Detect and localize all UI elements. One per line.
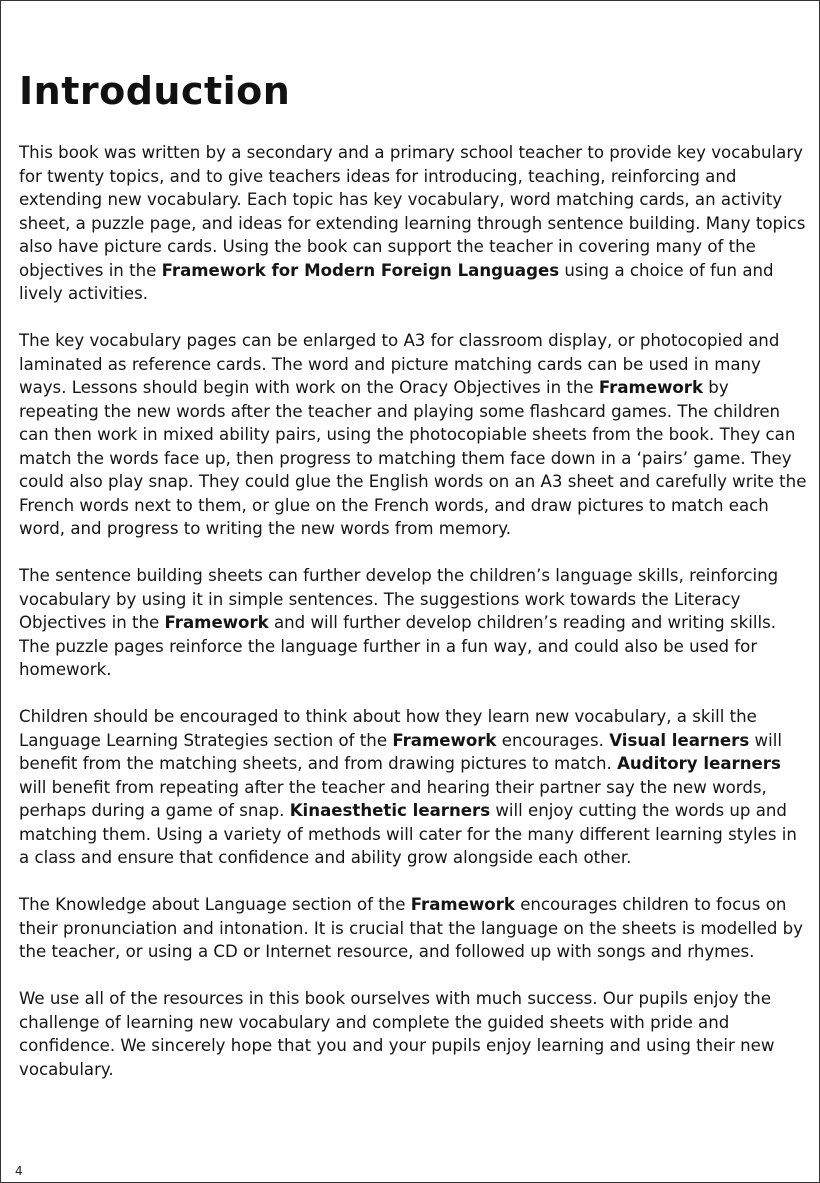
text-run: Children should be encouraged to think about how they learn new vocabulary, a skill the Language Learning Strategies section of the [19, 707, 757, 750]
bold-run: Kinaesthetic learners [289, 801, 491, 820]
bold-run: Framework for Modern Foreign Languages [161, 260, 560, 280]
text-run: will benefit from the matching sheets, and from drawing pictures to match. [19, 730, 782, 773]
page-number: 4 [15, 1164, 23, 1178]
text-run: will benefit from repeating after the teacher and hearing their partner say the new words, perhaps during a game of snap. [19, 777, 767, 820]
bold-run: Framework [598, 378, 704, 397]
text-run: and will further develop children’s reading and writing skills. The puzzle pages reinforce the language further in a fun way, and could also be used for homework. [19, 613, 776, 679]
text-run: will enjoy cutting the words up and matching them. Using a variety of methods will cater for the many different learning styles in a class and ensure that confidence and ability grow alongside each other. [19, 801, 797, 867]
text-run: We use all of the resources in this book ourselves with much success. Our pupils enjoy the challenge of learning new vocabulary and complete the guided sheets with pride and confidence. We sincerely hope that you and your pupils enjoy learning and using their new vocabulary. [19, 989, 775, 1079]
body-text [19, 141, 809, 1105]
paragraph-2 [19, 329, 809, 541]
bold-run: Auditory learners [617, 754, 781, 773]
bold-run: Framework [392, 730, 497, 750]
text-run: The Knowledge about Language section of the [19, 895, 411, 914]
text-run: using a choice of fun and lively activities. [19, 260, 774, 303]
text-run: The key vocabulary pages can be enlarged to A3 for classroom display, or photocopied and laminated as reference cards. The word and picture matching cards can be used in many ways. Lessons should begin with work on the Oracy Objectives in the [19, 331, 780, 397]
text-run: by repeating the new words after the teacher and playing some flashcard games. The children can then work in mixed ability pairs, using the photocopiable sheets from the book. They can match the words face up, then progress to matching them face down in a ‘pairs’ game. They could also play snap. They could glue the English words on an A3 sheet and carefully write the French words next to them, or glue on the French words, and draw pictures to match each word, and progress to writing the new words from memory. [19, 378, 807, 538]
bold-run: Visual learners [609, 730, 750, 750]
paragraph-3 [19, 564, 809, 682]
bold-run: Framework [410, 895, 515, 914]
text-run: This book was written by a secondary and a primary school teacher to provide key vocabulary for twenty topics, and to give teachers ideas for introducing, teaching, reinforcing and extending new vocabulary. Each topic has key vocabulary, word matching cards, an activity sheet, a puzzle page, and ideas for extending learning through sentence building. Many topics also have picture cards. Using the book can support the teacher in covering many of the objectives in the [19, 143, 806, 280]
text-run: The sentence building sheets can further develop the children’s language skills, reinforcing vocabulary by using it in simple sentences. The suggestions work towards the Literacy Objectives in the [19, 566, 779, 632]
page-title: Introduction [19, 69, 291, 113]
paragraph-6 [19, 987, 809, 1081]
paragraph-4 [19, 705, 809, 870]
paragraph-1 [19, 141, 809, 306]
text-run: encourages children to focus on their pronunciation and intonation. It is crucial that the language on the sheets is modelled by the teacher, or using a CD or Internet resource, and followed up with songs and rhymes. [19, 895, 803, 961]
paragraph-5 [19, 893, 809, 964]
bold-run: Framework [164, 613, 269, 632]
text-run: encourages. [496, 730, 610, 750]
